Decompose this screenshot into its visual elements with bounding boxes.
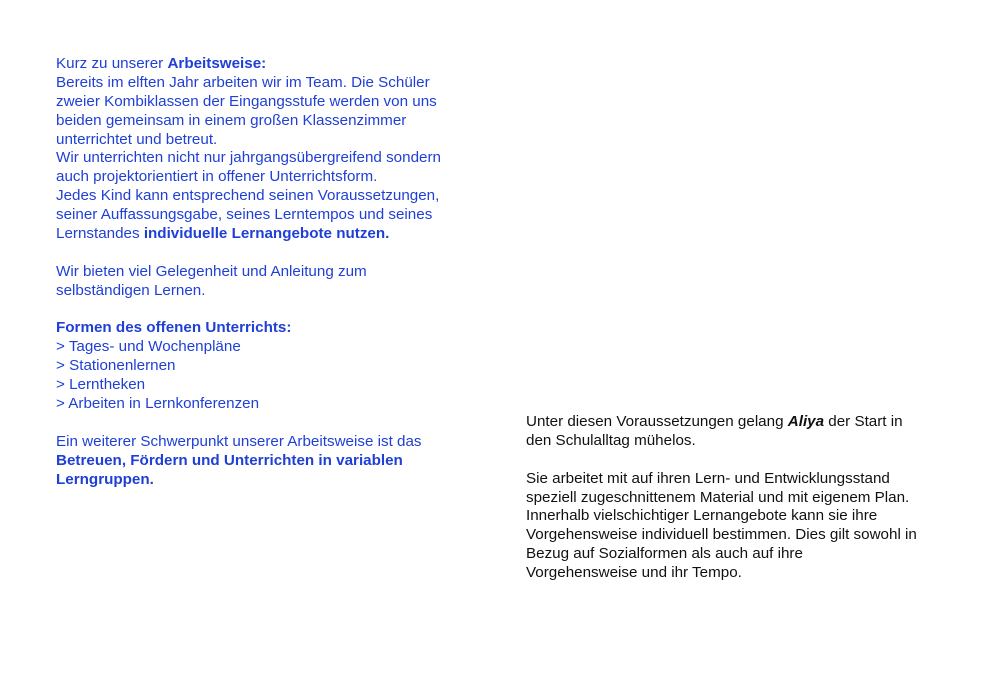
focus-bold-line: Lerngruppen.: [56, 470, 154, 488]
paragraph-gap: [526, 451, 917, 470]
individual-last-prefix: Lernstandes: [56, 225, 144, 243]
teamwork-line: beiden gemeinsam in einem großen Klassenzimmer: [56, 111, 407, 129]
left-text-column: [56, 55, 441, 489]
start-suffix: der Start in: [824, 413, 903, 430]
forms-list-item: > Lerntheken: [56, 376, 146, 394]
forms-list-item: > Arbeiten in Lernkonferenzen: [56, 395, 260, 413]
focus-line: Ein weiterer Schwerpunkt unserer Arbeitsweise ist das: [56, 432, 422, 450]
teamwork-line: unterrichtet und betreut.: [56, 130, 218, 148]
forms-heading: Formen des offenen Unterrichts:: [56, 319, 292, 337]
teamwork-line: Bereits im elften Jahr arbeiten wir im Team. Die Schüler: [56, 73, 430, 91]
right-text-column: [526, 413, 917, 583]
forms-list-item: > Tages- und Wochenpläne: [56, 338, 241, 356]
paragraph-gap: [56, 301, 441, 320]
teaching-line: auch projektorientiert in offener Unterrichtsform.: [56, 168, 378, 186]
teaching-line: Wir unterrichten nicht nur jahrgangsübergreifend sondern: [56, 149, 441, 167]
guidance-line: selbständigen Lernen.: [56, 281, 206, 299]
teamwork-line: zweier Kombiklassen der Eingangsstufe werden von uns: [56, 92, 437, 110]
paragraph-gap: [56, 414, 441, 433]
individual-last-line: [56, 225, 441, 244]
material-line: Vorgehensweise individuell bestimmen. Dies gilt sowohl in: [526, 526, 917, 544]
forms-list-item: > Stationenlernen: [56, 357, 176, 375]
material-line: Innerhalb vielschichtiger Lernangebote kann sie ihre: [526, 507, 878, 525]
intro-line: [56, 55, 441, 74]
material-line: Vorgehensweise und ihr Tempo.: [526, 564, 742, 582]
individual-last-bold: individuelle Lernangebote nutzen.: [143, 225, 390, 243]
start-line-2: den Schulalltag mühelos.: [526, 431, 696, 449]
intro-prefix: Kurz zu unserer: [56, 55, 168, 72]
student-name: Aliya: [787, 413, 825, 430]
individual-line: Jedes Kind kann entsprechend seinen Voraussetzungen,: [56, 187, 440, 205]
guidance-line: Wir bieten viel Gelegenheit und Anleitung zum: [56, 262, 367, 280]
intro-bold: Arbeitsweise:: [167, 55, 267, 72]
individual-line: seiner Auffassungsgabe, seines Lerntempos und seines: [56, 206, 433, 224]
material-line: speziell zugeschnittenem Material und mit eigenem Plan.: [526, 488, 910, 506]
material-line: Bezug auf Sozialformen als auch auf ihre: [526, 545, 803, 563]
paragraph-gap: [56, 244, 441, 263]
focus-bold-line: Betreuen, Fördern und Unterrichten in variablen: [56, 451, 403, 469]
material-line: Sie arbeitet mit auf ihren Lern- und Entwicklungsstand: [526, 469, 890, 487]
start-prefix: Unter diesen Voraussetzungen gelang: [526, 413, 788, 430]
start-line: [526, 413, 917, 432]
